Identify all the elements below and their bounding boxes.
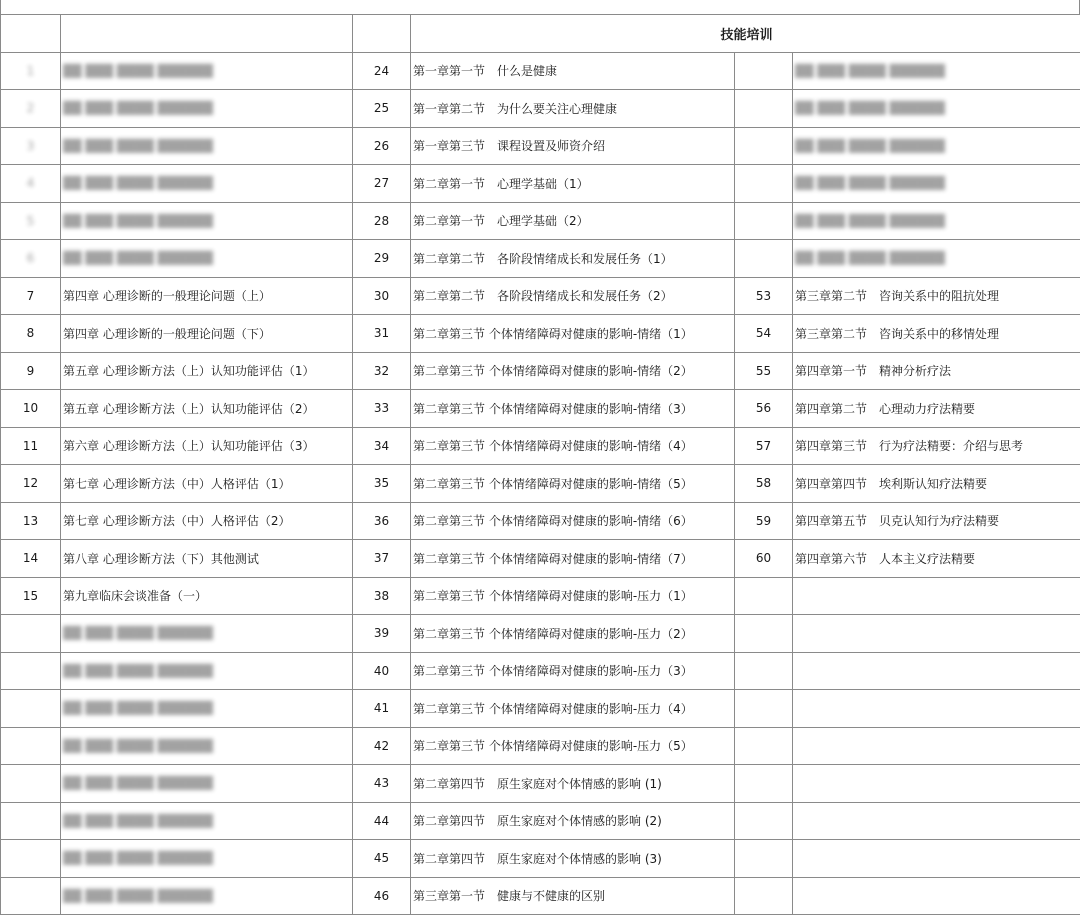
lesson-title-cell — [793, 427, 1080, 465]
lesson-title-cell — [793, 877, 1080, 915]
header-blank-title1 — [61, 15, 353, 53]
lesson-title-cell — [61, 652, 353, 690]
lesson-title: 第四章第一节 精神分析疗法 — [795, 364, 952, 379]
lesson-number-cell — [735, 690, 793, 728]
table-row — [1, 765, 1080, 803]
lesson-title-cell — [411, 315, 735, 353]
lesson-number: 26 — [373, 138, 390, 153]
lesson-number-cell — [353, 502, 411, 540]
lesson-number: 11 — [22, 438, 39, 453]
redacted-text: ██ ███ ████ ██████ — [795, 138, 945, 153]
lesson-number: 43 — [373, 776, 390, 791]
lesson-title-cell — [411, 202, 735, 240]
lesson-number: 60 — [755, 551, 772, 566]
lesson-number: 8 — [26, 326, 35, 341]
redacted-text: ██ ███ ████ ██████ — [63, 813, 213, 828]
table-row — [1, 877, 1080, 915]
lesson-number-cell — [735, 277, 793, 315]
table-row — [1, 277, 1080, 315]
lesson-number: 28 — [373, 213, 390, 228]
lesson-number-cell — [1, 877, 61, 915]
lesson-title-cell — [793, 577, 1080, 615]
lesson-title-cell — [411, 802, 735, 840]
lesson-title: 第二章第四节 原生家庭对个体情感的影响 (2) — [413, 814, 662, 829]
lesson-number-cell — [353, 652, 411, 690]
redacted-text: ██ ███ ████ ██████ — [63, 251, 213, 266]
lesson-number-cell — [1, 540, 61, 578]
section-title-text: 技能培训 — [720, 27, 773, 43]
lesson-title: 第四章第五节 贝克认知行为疗法精要 — [795, 514, 1000, 529]
lesson-number: 3 — [26, 138, 35, 153]
lesson-number: 45 — [373, 851, 390, 866]
table-row — [1, 577, 1080, 615]
table-row — [1, 202, 1080, 240]
lesson-title: 第四章第六节 人本主义疗法精要 — [795, 551, 976, 566]
lesson-number-cell — [1, 502, 61, 540]
lesson-title-cell — [411, 390, 735, 428]
lesson-number-cell — [353, 877, 411, 915]
lesson-number-cell — [735, 877, 793, 915]
table-row — [1, 840, 1080, 878]
lesson-title: 第二章第三节 个体情绪障碍对健康的影响-情绪（6） — [413, 514, 693, 529]
lesson-title-cell — [61, 540, 353, 578]
lesson-title-cell — [61, 390, 353, 428]
lesson-number-cell — [735, 240, 793, 278]
lesson-title-cell — [61, 465, 353, 503]
lesson-title: 第二章第三节 个体情绪障碍对健康的影响-情绪（7） — [413, 551, 693, 566]
lesson-title: 第八章 心理诊断方法（下）其他测试 — [63, 551, 259, 566]
lesson-number-cell — [1, 90, 61, 128]
lesson-title-cell — [61, 90, 353, 128]
lesson-number-cell — [1, 802, 61, 840]
lesson-title-cell — [793, 165, 1080, 203]
lesson-title: 第二章第二节 各阶段情绪成长和发展任务（2） — [413, 289, 673, 304]
lesson-title-cell — [793, 315, 1080, 353]
lesson-title-cell — [61, 765, 353, 803]
lesson-number-cell — [735, 727, 793, 765]
lesson-title-cell — [61, 52, 353, 90]
lesson-number: 57 — [755, 438, 772, 453]
redacted-text: ██ ███ ████ ██████ — [63, 738, 213, 753]
lesson-number-cell — [735, 652, 793, 690]
lesson-title-cell — [411, 577, 735, 615]
lesson-title-cell — [793, 652, 1080, 690]
lesson-number-cell — [353, 390, 411, 428]
lesson-title-cell — [411, 277, 735, 315]
lesson-number-cell — [1, 240, 61, 278]
lesson-title-cell — [411, 615, 735, 653]
lesson-title-cell — [411, 465, 735, 503]
lesson-number-cell — [735, 390, 793, 428]
lesson-number-cell — [1, 315, 61, 353]
lesson-number: 32 — [373, 363, 390, 378]
lesson-title: 第三章第二节 咨询关系中的阻抗处理 — [795, 289, 1000, 304]
redacted-text: ██ ███ ████ ██████ — [63, 101, 213, 116]
lesson-number-cell — [735, 127, 793, 165]
lesson-title: 第二章第三节 个体情绪障碍对健康的影响-情绪（4） — [413, 439, 693, 454]
lesson-title-cell — [61, 840, 353, 878]
lesson-title: 第二章第三节 个体情绪障碍对健康的影响-压力（5） — [413, 739, 693, 754]
redacted-text: ██ ███ ████ ██████ — [63, 888, 213, 903]
lesson-number-cell — [735, 427, 793, 465]
lesson-number: 41 — [373, 701, 390, 716]
table-row — [1, 315, 1080, 353]
lesson-number: 12 — [22, 476, 39, 491]
lesson-number-cell — [1, 277, 61, 315]
lesson-title: 第二章第三节 个体情绪障碍对健康的影响-情绪（1） — [413, 326, 693, 341]
redacted-text: ██ ███ ████ ██████ — [63, 626, 213, 641]
lesson-number-cell — [1, 390, 61, 428]
lesson-number-cell — [353, 52, 411, 90]
lesson-number: 9 — [26, 363, 35, 378]
lesson-number: 56 — [755, 401, 772, 416]
lesson-title-cell — [61, 577, 353, 615]
lesson-number-cell — [1, 727, 61, 765]
lesson-number-cell — [735, 315, 793, 353]
redacted-text: ██ ███ ████ ██████ — [63, 63, 213, 78]
lesson-title: 第四章 心理诊断的一般理论问题（上） — [63, 289, 271, 304]
lesson-title: 第二章第四节 原生家庭对个体情感的影响 (3) — [413, 851, 662, 866]
lesson-title: 第二章第四节 原生家庭对个体情感的影响 (1) — [413, 776, 662, 791]
redacted-text: ██ ███ ████ ██████ — [63, 851, 213, 866]
lesson-number-cell — [353, 727, 411, 765]
lesson-number: 35 — [373, 476, 390, 491]
lesson-number: 14 — [22, 551, 39, 566]
lesson-title: 第三章第一节 健康与不健康的区别 — [413, 889, 606, 904]
lesson-title-cell — [61, 277, 353, 315]
lesson-number-cell — [735, 90, 793, 128]
table-row — [1, 690, 1080, 728]
lesson-title-cell — [793, 765, 1080, 803]
redacted-text: ██ ███ ████ ██████ — [795, 63, 945, 78]
lesson-number-cell — [1, 52, 61, 90]
lesson-title-cell — [61, 202, 353, 240]
lesson-number-cell — [735, 52, 793, 90]
lesson-number-cell — [1, 465, 61, 503]
lesson-title-cell — [61, 615, 353, 653]
lesson-number-cell — [735, 577, 793, 615]
section-title — [411, 15, 1080, 53]
lesson-title: 第一章第三节 课程设置及师资介绍 — [413, 139, 606, 154]
redacted-text: ██ ███ ████ ██████ — [63, 176, 213, 191]
lesson-title: 第二章第二节 各阶段情绪成长和发展任务（1） — [413, 251, 673, 266]
lesson-title: 第一章第二节 为什么要关注心理健康 — [413, 101, 618, 116]
lesson-title-cell — [411, 652, 735, 690]
lesson-number: 30 — [373, 288, 390, 303]
lesson-number-cell — [735, 840, 793, 878]
lesson-number-cell — [735, 465, 793, 503]
redacted-text: ██ ███ ████ ██████ — [63, 138, 213, 153]
table-row — [1, 615, 1080, 653]
lesson-title-cell — [61, 165, 353, 203]
lesson-title-cell — [793, 202, 1080, 240]
lesson-number: 59 — [755, 513, 772, 528]
redacted-text: ██ ███ ████ ██████ — [795, 251, 945, 266]
lesson-number-cell — [353, 277, 411, 315]
lesson-title-cell — [411, 165, 735, 203]
lesson-number: 10 — [22, 401, 39, 416]
lesson-title-cell — [411, 52, 735, 90]
lesson-number: 42 — [373, 738, 390, 753]
lesson-number-cell — [735, 802, 793, 840]
lesson-number-cell — [735, 165, 793, 203]
lesson-title-cell — [793, 540, 1080, 578]
lesson-number-cell — [1, 427, 61, 465]
header-blank-num1 — [1, 15, 61, 53]
lesson-title-cell — [793, 690, 1080, 728]
lesson-number: 36 — [373, 513, 390, 528]
lesson-title-cell — [411, 240, 735, 278]
lesson-title-cell — [61, 427, 353, 465]
lesson-title-cell — [61, 315, 353, 353]
lesson-number-cell — [353, 577, 411, 615]
lesson-number: 44 — [373, 813, 390, 828]
lesson-title: 第二章第一节 心理学基础（1） — [413, 176, 589, 191]
lesson-title-cell — [411, 877, 735, 915]
lesson-title: 第六章 心理诊断方法（上）认知功能评估（3） — [63, 439, 315, 454]
table-row — [1, 727, 1080, 765]
table-row — [1, 540, 1080, 578]
lesson-number-cell — [1, 127, 61, 165]
lesson-title-cell — [793, 840, 1080, 878]
lesson-title-cell — [411, 502, 735, 540]
table-row — [1, 352, 1080, 390]
lesson-number-cell — [353, 202, 411, 240]
lesson-number: 25 — [373, 101, 390, 116]
lesson-number-cell — [353, 765, 411, 803]
lesson-title-cell — [61, 690, 353, 728]
lesson-title: 第五章 心理诊断方法（上）认知功能评估（2） — [63, 401, 315, 416]
lesson-title: 第七章 心理诊断方法（中）人格评估（1） — [63, 476, 291, 491]
lesson-title-cell — [793, 52, 1080, 90]
lesson-title: 第二章第三节 个体情绪障碍对健康的影响-压力（1） — [413, 589, 693, 604]
table-row — [1, 465, 1080, 503]
lesson-number-cell — [735, 615, 793, 653]
lesson-number: 27 — [373, 176, 390, 191]
lesson-number-cell — [735, 765, 793, 803]
lesson-number-cell — [1, 652, 61, 690]
lesson-number: 34 — [373, 438, 390, 453]
lesson-number-cell — [353, 352, 411, 390]
table-row — [1, 52, 1080, 90]
lesson-title-cell — [61, 802, 353, 840]
redacted-text: ██ ███ ████ ██████ — [63, 213, 213, 228]
lesson-number-cell — [353, 840, 411, 878]
lesson-number: 55 — [755, 363, 772, 378]
lesson-title: 第五章 心理诊断方法（上）认知功能评估（1） — [63, 364, 315, 379]
lesson-title-cell — [793, 277, 1080, 315]
lesson-number-cell — [1, 577, 61, 615]
lesson-title-cell — [793, 615, 1080, 653]
lesson-number-cell — [735, 502, 793, 540]
lesson-number: 33 — [373, 401, 390, 416]
redacted-text: ██ ███ ████ ██████ — [63, 701, 213, 716]
lesson-number-cell — [353, 465, 411, 503]
lesson-title-cell — [61, 877, 353, 915]
lesson-title-cell — [793, 727, 1080, 765]
lesson-title: 第二章第三节 个体情绪障碍对健康的影响-情绪（3） — [413, 401, 693, 416]
table-row — [1, 390, 1080, 428]
lesson-number: 7 — [26, 288, 35, 303]
redacted-text: ██ ███ ████ ██████ — [795, 101, 945, 116]
lesson-title: 第四章第四节 埃利斯认知疗法精要 — [795, 476, 988, 491]
lesson-number-cell — [353, 427, 411, 465]
lesson-title: 第四章第三节 行为疗法精要：介绍与思考 — [795, 439, 1024, 454]
lesson-title-cell — [411, 540, 735, 578]
lesson-number-cell — [353, 802, 411, 840]
lesson-number: 37 — [373, 551, 390, 566]
lesson-number: 58 — [755, 476, 772, 491]
lesson-number-cell — [353, 615, 411, 653]
top-border-strip — [0, 0, 1080, 14]
lesson-title-cell — [61, 727, 353, 765]
lesson-title-cell — [411, 352, 735, 390]
lesson-number: 6 — [26, 251, 35, 266]
table-row — [1, 90, 1080, 128]
lesson-number: 24 — [373, 63, 390, 78]
lesson-number: 4 — [26, 176, 35, 191]
lesson-number-cell — [353, 90, 411, 128]
lesson-title: 第二章第三节 个体情绪障碍对健康的影响-压力（2） — [413, 626, 693, 641]
lesson-number: 40 — [373, 663, 390, 678]
lesson-number-cell — [353, 240, 411, 278]
lesson-title-cell — [411, 690, 735, 728]
lesson-title-cell — [411, 90, 735, 128]
lesson-number: 46 — [373, 888, 390, 903]
lesson-title: 第四章第二节 心理动力疗法精要 — [795, 401, 976, 416]
table-row — [1, 127, 1080, 165]
lesson-number: 5 — [26, 213, 35, 228]
lesson-title-cell — [793, 802, 1080, 840]
lesson-number-cell — [1, 202, 61, 240]
table-row — [1, 427, 1080, 465]
lesson-number-cell — [735, 202, 793, 240]
lesson-number-cell — [353, 540, 411, 578]
lesson-title: 第七章 心理诊断方法（中）人格评估（2） — [63, 514, 291, 529]
lesson-title: 第三章第二节 咨询关系中的移情处理 — [795, 326, 1000, 341]
lesson-number-cell — [735, 540, 793, 578]
lesson-title-cell — [61, 502, 353, 540]
lesson-number: 1 — [26, 63, 35, 78]
lesson-title-cell — [411, 727, 735, 765]
lesson-number-cell — [353, 165, 411, 203]
table-row — [1, 652, 1080, 690]
redacted-text: ██ ███ ████ ██████ — [795, 176, 945, 191]
lesson-title: 第二章第三节 个体情绪障碍对健康的影响-压力（3） — [413, 664, 693, 679]
lesson-title-cell — [411, 765, 735, 803]
lesson-number-cell — [353, 315, 411, 353]
lesson-number-cell — [353, 127, 411, 165]
lesson-number-cell — [1, 840, 61, 878]
lesson-title-cell — [793, 465, 1080, 503]
lesson-title: 第一章第一节 什么是健康 — [413, 64, 558, 79]
lesson-title-cell — [793, 240, 1080, 278]
lesson-number: 54 — [755, 326, 772, 341]
redacted-text: ██ ███ ████ ██████ — [63, 776, 213, 791]
lesson-title-cell — [61, 127, 353, 165]
lesson-title-cell — [793, 127, 1080, 165]
lesson-number-cell — [1, 165, 61, 203]
table-row — [1, 502, 1080, 540]
lesson-title: 第二章第一节 心理学基础（2） — [413, 214, 589, 229]
lesson-number: 39 — [373, 626, 390, 641]
lesson-number: 31 — [373, 326, 390, 341]
lesson-title-cell — [61, 240, 353, 278]
lesson-number: 2 — [26, 101, 35, 116]
lesson-number: 15 — [22, 588, 39, 603]
header-row — [1, 15, 1080, 53]
lesson-number: 13 — [22, 513, 39, 528]
lesson-number-cell — [1, 352, 61, 390]
lesson-number: 38 — [373, 588, 390, 603]
lesson-number-cell — [735, 352, 793, 390]
lesson-title-cell — [61, 352, 353, 390]
table-row — [1, 802, 1080, 840]
lesson-title: 第二章第三节 个体情绪障碍对健康的影响-情绪（2） — [413, 364, 693, 379]
header-blank-num2 — [353, 15, 411, 53]
lesson-number: 29 — [373, 251, 390, 266]
lesson-title-cell — [411, 427, 735, 465]
lesson-title-cell — [793, 90, 1080, 128]
lesson-title-cell — [411, 127, 735, 165]
lesson-number-cell — [1, 615, 61, 653]
lesson-title-cell — [793, 352, 1080, 390]
course-table — [0, 14, 1080, 915]
redacted-text: ██ ███ ████ ██████ — [795, 213, 945, 228]
table-row — [1, 240, 1080, 278]
lesson-number-cell — [353, 690, 411, 728]
lesson-title: 第二章第三节 个体情绪障碍对健康的影响-压力（4） — [413, 701, 693, 716]
lesson-title: 第四章 心理诊断的一般理论问题（下） — [63, 326, 271, 341]
lesson-title-cell — [793, 390, 1080, 428]
lesson-number-cell — [1, 690, 61, 728]
lesson-title: 第二章第三节 个体情绪障碍对健康的影响-情绪（5） — [413, 476, 693, 491]
lesson-title-cell — [793, 502, 1080, 540]
lesson-title: 第九章临床会谈准备（一） — [63, 589, 208, 604]
lesson-title-cell — [411, 840, 735, 878]
lesson-number: 53 — [755, 288, 772, 303]
table-row — [1, 165, 1080, 203]
redacted-text: ██ ███ ████ ██████ — [63, 663, 213, 678]
lesson-number-cell — [1, 765, 61, 803]
